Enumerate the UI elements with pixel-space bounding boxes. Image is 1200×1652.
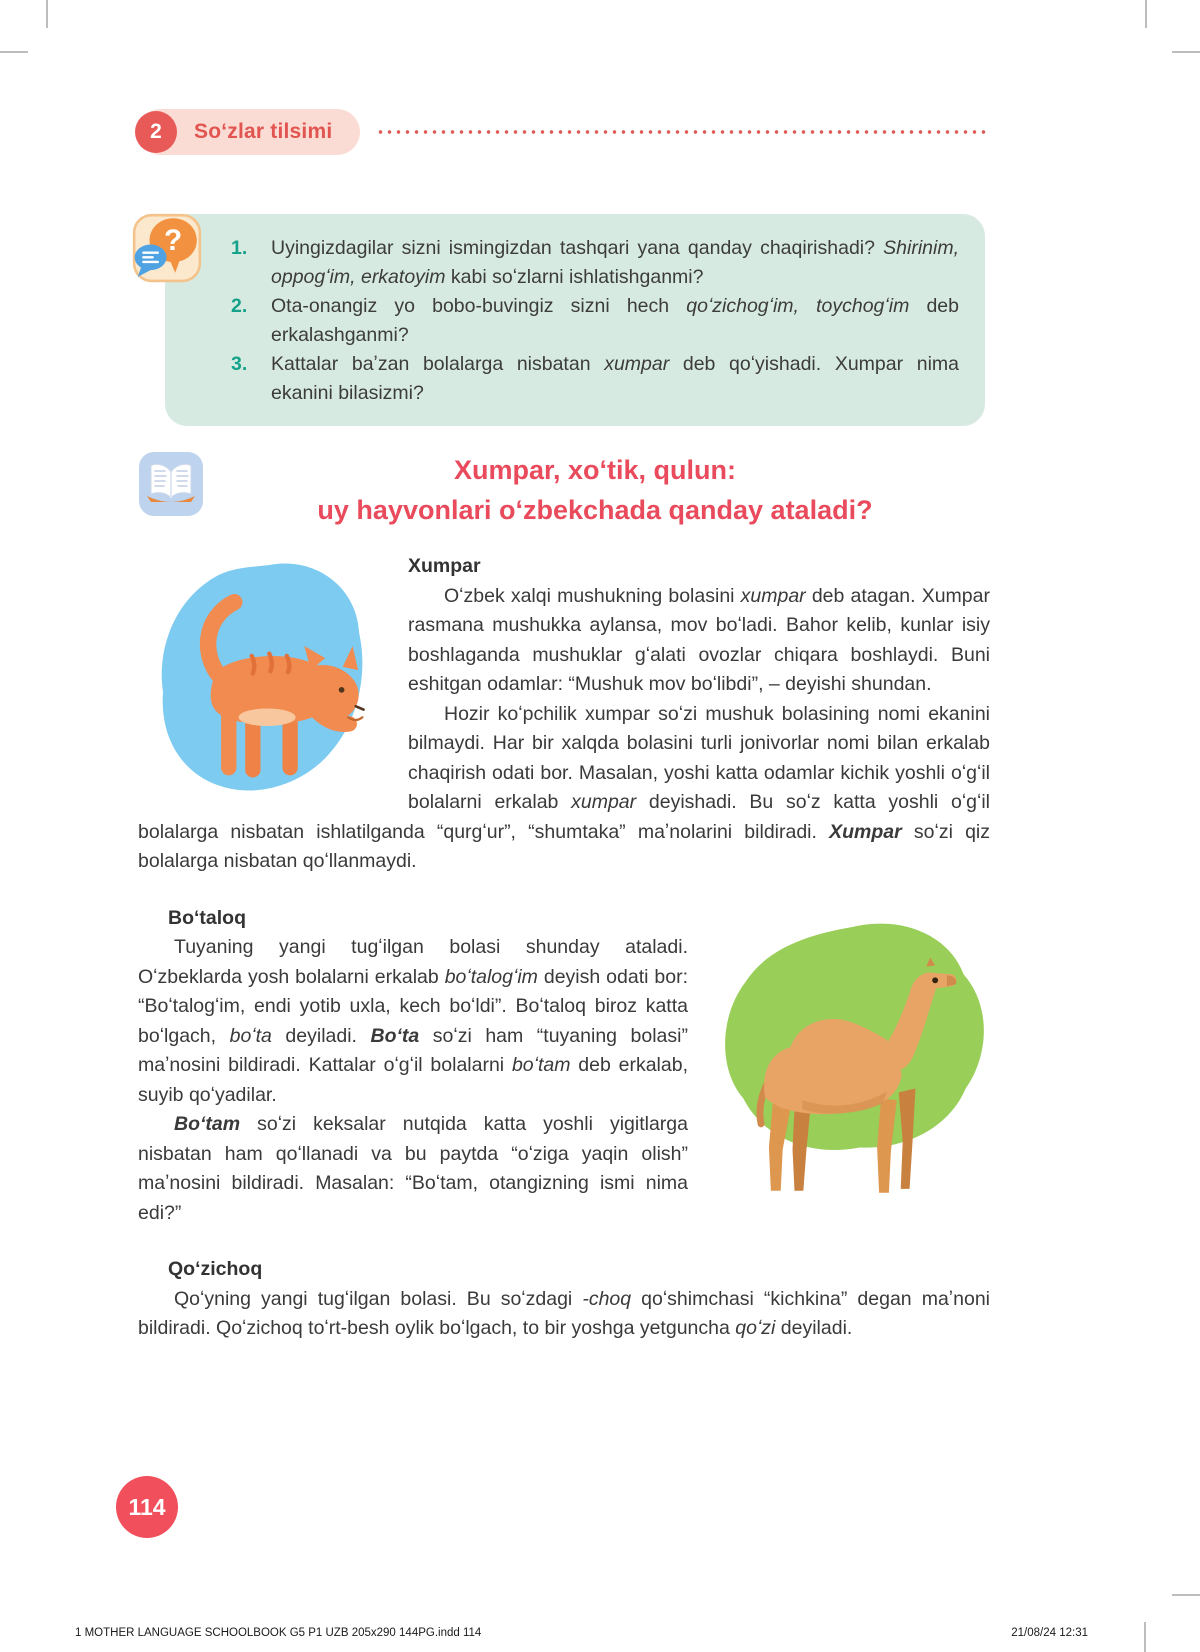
- crop-mark: [0, 51, 28, 53]
- footer-timestamp: 21/08/24 12:31: [1011, 1627, 1088, 1639]
- section-heading: Qoʻzichoq: [168, 1258, 263, 1280]
- paragraph: Qoʻyning yangi tugʻilgan bolasi. Bu soʻzdagi -choq qoʻshimchasi “kichkina” degan maʼnoni bildiradi. Qoʻzichoq toʻrt-besh oylik boʻlgach, to bir yoshga yetguncha qoʻzi deyiladi.: [138, 1287, 990, 1339]
- paragraph: Tuyaning yangi tugʻilgan bolasi shunday ataladi. Oʻzbeklarda yosh bolalarni erkalab boʻtalogʻim deyish odati bor: “Boʻtalogʻim, endi yotib uxla, kech boʻldi”. Boʻtaloq biroz katta boʻlgach, boʻta deyiladi. Boʻta soʻzi ham “tuyaning bolasi” maʼnosini bildiradi. Kattalar oʻgʻil bolalarni boʻtam deb erkalab, suyib qoʻyadilar.: [138, 936, 688, 1106]
- question-number: 1.: [231, 237, 248, 259]
- chapter-number: 2: [150, 120, 162, 143]
- dotted-divider: [376, 130, 988, 134]
- question-number: 2.: [231, 295, 248, 317]
- svg-text:?: ?: [164, 224, 183, 258]
- question-item: [231, 292, 959, 350]
- section-botaloq: [138, 904, 990, 1229]
- question-number: 3.: [231, 353, 248, 375]
- crop-mark: [1172, 51, 1200, 53]
- section-heading: Xumpar: [408, 555, 481, 577]
- section-heading: Boʻtaloq: [168, 906, 246, 929]
- paragraph: Boʻtam soʻzi keksalar nutqida katta yoshli yigitlarga nisbatan ham qoʻllanadi va bu paytda “oʻziga yaqin olish” maʼnosini bildiradi. Masalan: “Boʻtam, otangizning ismi nima edi?”: [138, 1113, 688, 1224]
- lesson-title: [200, 450, 990, 530]
- question-text: Ota-onangiz yo bobo-buvingiz sizni hech qoʻzichogʻim, toychogʻim deb erkalashganmi?: [271, 295, 959, 346]
- camel-illustration: [704, 904, 1004, 1212]
- crop-mark: [1172, 1594, 1200, 1596]
- question-text: Kattalar baʼzan bolalarga nisbatan xumpar deb qoʻyishadi. Xumpar nima ekanini bilasizmi?: [271, 353, 959, 404]
- crop-mark: [1145, 0, 1147, 28]
- paragraph: Oʻzbek xalqi mushukning bolasini xumpar deb atagan. Xumpar rasmana mushukka aylansa, mov boʻladi. Bahor kelib, kunlar isiy boshlaganda mushuklar gʻalati ovozlar chiqara boshlaydi. Buni eshitgan odamlar: “Mushuk mov boʻlibdi”, – deyishi shundan.: [408, 584, 990, 695]
- page-number-badge: 114: [116, 1476, 178, 1538]
- chapter-number-badge: [135, 111, 177, 153]
- footer-filename: 1 MOTHER LANGUAGE SCHOOLBOOK G5 P1 UZB 205x290 144PG.indd 114: [75, 1627, 482, 1639]
- lesson-body: [138, 552, 990, 1344]
- lesson-title-line1: Xumpar, xoʻtik, qulun:: [453, 455, 737, 485]
- discussion-questions-box: [165, 214, 985, 426]
- chapter-title: Soʻzlar tilsimi: [194, 120, 333, 143]
- chapter-pill: [138, 109, 360, 155]
- print-footer: [75, 1627, 1088, 1639]
- chapter-header: [138, 109, 988, 155]
- open-book-icon: [138, 450, 204, 518]
- paragraph: Hozir koʻpchilik xumpar soʻzi mushuk bolasining nomi ekanini bilmaydi. Har bir xalqda bolasini turli jonivorlar nomi bilan erkalab chaqirish odati bor. Masalan, yoshi katta odamlar kichik yoshli oʻgʻil bolalarni erkalab xumpar deyishadi. Bu soʻz katta yoshli oʻgʻil bolalarga nisbatan ishlatilganda “qurgʻur”, “shumtaka” maʼnolarini bildiradi. Xumpar soʻzi qiz bolalarga nisbatan qoʻllanmaydi.: [138, 702, 990, 872]
- cat-illustration: [138, 554, 400, 808]
- crop-mark: [46, 0, 48, 28]
- question-item: [231, 350, 959, 408]
- question-list: [231, 234, 959, 408]
- question-item: [231, 234, 959, 292]
- lesson-title-line2: uy hayvonlari oʻzbekchada qanday ataladi?: [317, 495, 873, 525]
- question-text: Uyingizdagilar sizni ismingizdan tashqari yana qanday chaqirishadi? Shirinim, oppogʻim, erkatoyim kabi soʻzlarni ishlatishganmi?: [271, 237, 959, 288]
- section-xumpar: [138, 552, 990, 877]
- question-speech-bubbles-icon: [131, 207, 203, 283]
- crop-mark: [1144, 1622, 1146, 1652]
- section-qozichoq: [138, 1255, 990, 1344]
